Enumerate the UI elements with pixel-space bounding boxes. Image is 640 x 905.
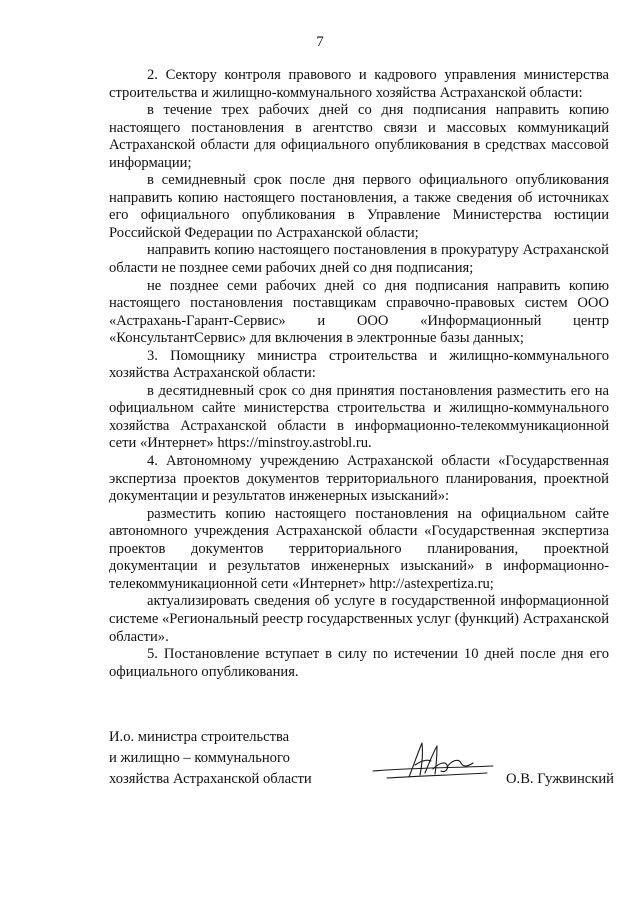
signatory-position: [109, 727, 312, 790]
document-body: [109, 67, 609, 681]
paragraph-ministry-justice: в семидневный срок после дня первого официального опубликования направить копию настоящего постановления, а также сведения об источниках его официального опубликования в Управление Министерства юстиции Российской Федерации по Астраханской области;: [109, 172, 609, 241]
signatory-position-line: хозяйства Астраханской области: [109, 771, 312, 787]
handwritten-signature: [367, 737, 497, 789]
page-number: 7: [316, 34, 324, 50]
signatory-position-line: И.о. министра строительства: [109, 729, 290, 745]
paragraph-publish-media: в течение трех рабочих дней со дня подписания направить копию настоящего постановления в агентство связи и массовых коммуникаций Астраханской области для официального опубликования в средствах массовой информации;: [109, 102, 609, 171]
paragraph-sector-control: 2. Сектору контроля правового и кадрового управления министерства строительства и жилищно-коммунального хозяйства Астраханской области:: [109, 67, 609, 101]
signature-block: [109, 727, 614, 797]
paragraph-ministry-website: в десятидневный срок со дня принятия постановления разместить его на официальном сайте министерства строительства и жилищно-коммунального хозяйства Астраханской области в информационно-телекоммуникационной сети «Интернет» https://minstroy.astrobl.ru.: [109, 382, 609, 452]
paragraph-entry-into-force: 5. Постановление вступает в силу по истечении 10 дней после дня его официального опубликования.: [109, 646, 609, 680]
paragraph-assistant-minister: 3. Помощнику министра строительства и жилищно-коммунального хозяйства Астраханской области:: [109, 347, 609, 382]
signatory-position-line: и жилищно – коммунального: [109, 750, 290, 766]
paragraph-prosecutor: направить копию настоящего постановления в прокуратуру Астраханской области не позднее семи рабочих дней со дня подписания;: [109, 242, 609, 277]
paragraph-autonomous-institution: 4. Автономному учреждению Астраханской области «Государственная экспертиза проектов документов территориального планирования, проектной документации и результатов инженерных изысканий»:: [109, 453, 609, 505]
signatory-name: О.В. Гужвинский: [506, 771, 614, 787]
paragraph-expertise-website: разместить копию настоящего постановления на официальном сайте автономного учреждения Астраханской области «Государственная экспертиза проектов документов территориального планирования, проектной документации и результатов инженерных изысканий» в информационно-телекоммуникационной сети «Интернет» http://astexpertiza.ru;: [109, 505, 609, 592]
paragraph-update-registry: актуализировать сведения об услуге в государственной информационной системе «Региональный реестр государственных услуг (функций) Астраханской области».: [109, 593, 609, 645]
paragraph-legal-systems: не позднее семи рабочих дней со дня подписания направить копию настоящего постановления поставщикам справочно-правовых систем ООО «Астрахань-Гарант-Сервис» и ООО «Информационный центр «КонсультантСервис» для включения в электронные базы данных;: [109, 277, 609, 347]
